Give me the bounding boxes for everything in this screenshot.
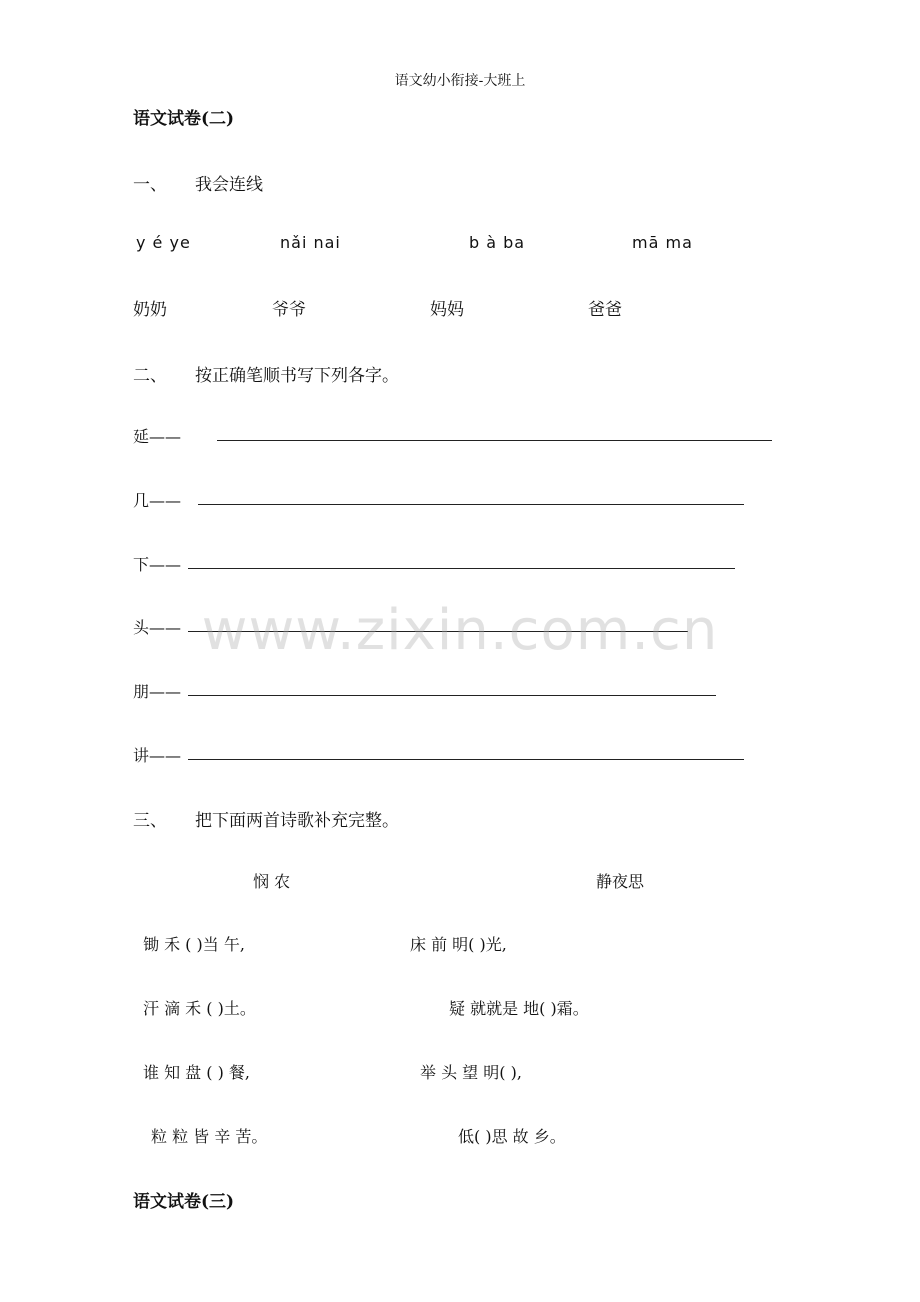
- page-header: 语文幼小衔接-大班上: [394, 73, 526, 89]
- poem-1-line-4: 粒 粒 皆 辛 苦。: [151, 1127, 268, 1146]
- section-instruction: 按正确笔顺书写下列各字。: [195, 366, 399, 386]
- word-nainai: 奶奶: [133, 300, 167, 320]
- poem-2-line-1: 床 前 明( )光,: [410, 935, 507, 954]
- poem-1-title: 悯 农: [253, 872, 291, 891]
- poem-2-line-2: 疑 就就是 地( )霜。: [449, 999, 589, 1018]
- pinyin-nai-nai: nǎi nai: [280, 233, 341, 252]
- word-mama: 妈妈: [430, 300, 464, 320]
- next-paper-title: 语文试卷(三): [133, 1192, 235, 1212]
- writing-line-yan[interactable]: [217, 440, 772, 441]
- char-ji-label: 几——: [133, 491, 182, 510]
- paper-title: 语文试卷(二): [133, 109, 235, 129]
- char-yan-label: 延——: [133, 427, 182, 446]
- section-instruction: 把下面两首诗歌补充完整。: [195, 811, 399, 831]
- section-number: 一、: [133, 175, 167, 195]
- poem-1-line-1: 锄 禾 ( )当 午,: [143, 935, 245, 954]
- watermark: www.zixin.com.cn: [201, 598, 719, 663]
- poem-1-line-3: 谁 知 盘 ( ) 餐,: [143, 1063, 251, 1082]
- writing-line-xia[interactable]: [188, 568, 735, 569]
- pinyin-ba-ba: b à ba: [469, 233, 526, 252]
- char-peng-label: 朋——: [133, 682, 182, 701]
- word-yeye: 爷爷: [272, 300, 306, 320]
- section-3-heading: [133, 806, 399, 831]
- section-instruction: 我会连线: [195, 175, 263, 195]
- pinyin-ye-ye: y é ye: [136, 233, 191, 252]
- word-baba: 爸爸: [588, 300, 622, 320]
- pinyin-ma-ma: mā ma: [632, 233, 693, 252]
- writing-line-ji[interactable]: [198, 504, 744, 505]
- section-number: 三、: [133, 811, 167, 831]
- poem-2-line-3: 举 头 望 明( ),: [420, 1063, 522, 1082]
- char-jiang-label: 讲——: [133, 746, 182, 765]
- section-number: 二、: [133, 366, 167, 386]
- section-1-heading: [133, 170, 263, 195]
- poem-1-line-2: 汗 滴 禾 ( )土。: [143, 999, 256, 1018]
- poem-2-title: 静夜思: [596, 872, 645, 891]
- poem-2-line-4: 低( )思 故 乡。: [458, 1127, 566, 1146]
- section-2-heading: [133, 361, 399, 386]
- char-xia-label: 下——: [133, 555, 182, 574]
- writing-line-peng[interactable]: [188, 695, 716, 696]
- char-tou-label: 头——: [133, 618, 182, 637]
- writing-line-jiang[interactable]: [188, 759, 744, 760]
